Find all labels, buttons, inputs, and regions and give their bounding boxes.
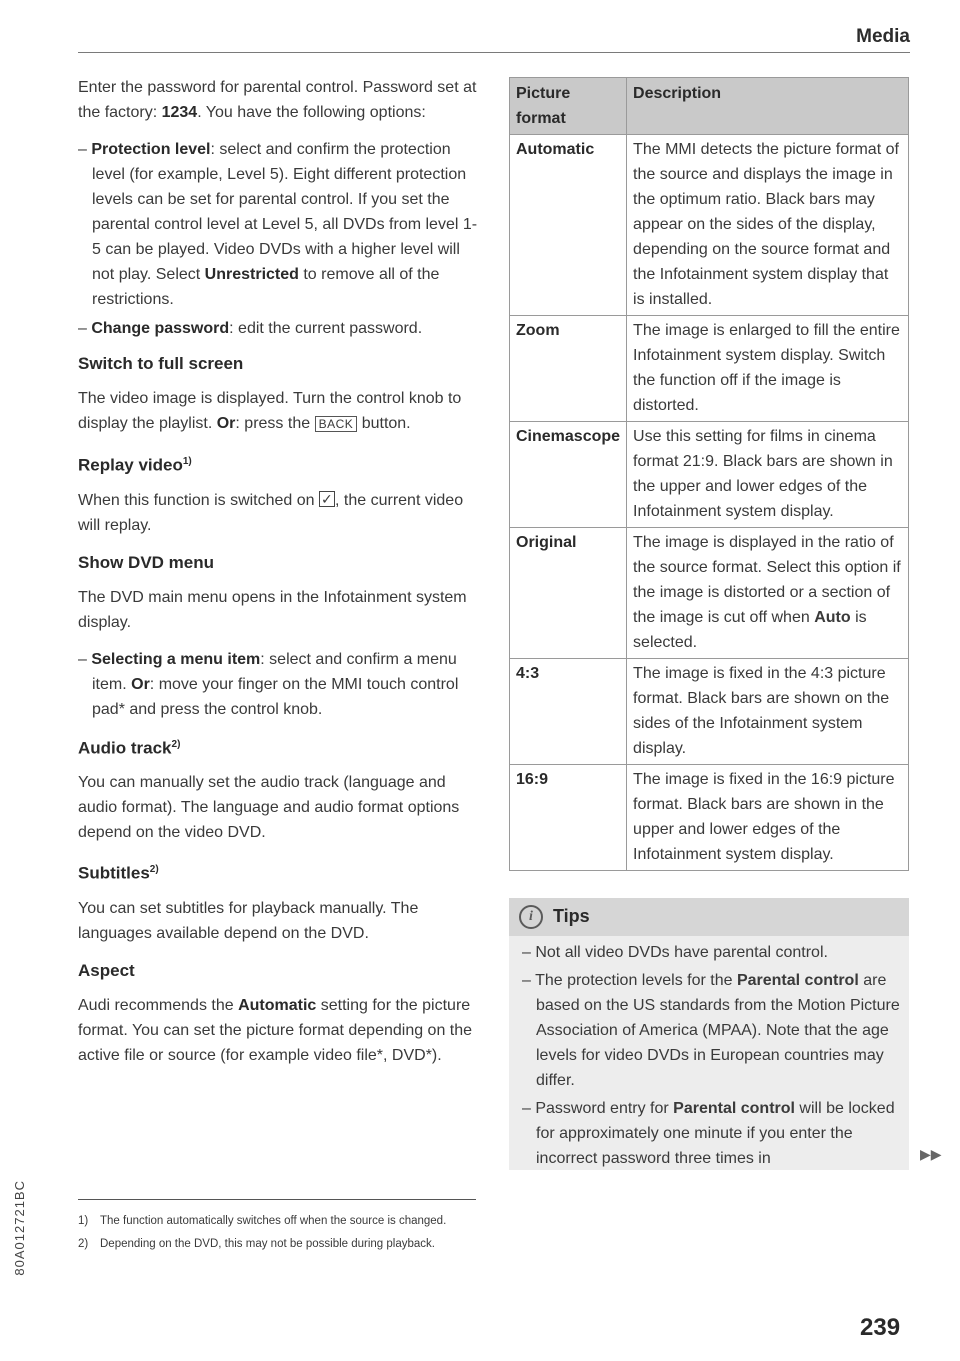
audio-track-paragraph: You can manually set the audio track (language and audio format). The language and audio format options depend on the video DVD. xyxy=(78,774,460,842)
tips-list xyxy=(522,940,900,1174)
document-code: 80A012721BC xyxy=(12,1180,27,1276)
footnote: 1) The function automatically switches off when the source is changed. xyxy=(78,1215,447,1227)
bullet-selecting-menu-item: – Selecting a menu item: select and confirm a menu item. Or: move your finger on the MMI touch control pad* and press the control knob. xyxy=(78,650,459,718)
replay-paragraph: When this function is switched on ✓, the current video will replay. xyxy=(78,488,478,538)
tip-item: – The protection levels for the Parental control are based on the US standards from the Motion Picture Association of America (MPAA). Note that the age levels for video DVDs in European countries may differ. xyxy=(522,972,900,1089)
table-row: Zoom The image is enlarged to fill the entire Infotainment system display. Switch the function off if the image is distorted. xyxy=(510,316,909,422)
tip-item: – Password entry for Parental control will be locked for approximately one minute if you enter the incorrect password three times in xyxy=(522,1100,895,1167)
left-column xyxy=(78,75,478,1080)
table-row: Original The image is displayed in the ratio of the source format. Select this option if the image is distorted or a section of the image is cut off when Auto is selected. xyxy=(510,528,909,659)
page-number: 239 xyxy=(860,1314,901,1341)
aspect-paragraph: Audi recommends the Automatic setting for the picture format. You can set the picture format depending on the active file or source (for example video file*, DVD*). xyxy=(78,996,473,1064)
table-row: 16:9 The image is fixed in the 16:9 picture format. Black bars are shown in the upper and lower edges of the Infotainment system display. xyxy=(510,765,909,871)
subtitles-paragraph: You can set subtitles for playback manually. The languages available depend on the DVD. xyxy=(78,899,419,942)
section-title: Media xyxy=(856,26,910,47)
table-header-row xyxy=(510,78,909,135)
heading-show-dvd-menu: Show DVD menu xyxy=(78,552,215,572)
continue-arrow-icon: ▶▶ xyxy=(920,1146,942,1162)
footnote: 2) Depending on the DVD, this may not be possible during playback. xyxy=(78,1238,435,1250)
table-row: Cinemascope Use this setting for films in cinema format 21:9. Black bars are shown in the upper and lower edges of the Infotainment system display. xyxy=(510,422,909,528)
back-key-label: BACK xyxy=(315,416,358,432)
header-rule xyxy=(78,52,910,53)
full-screen-paragraph: The video image is displayed. Turn the control knob to display the playlist. Or: press the BACK button. xyxy=(78,390,462,432)
picture-format-table xyxy=(509,77,909,871)
tip-item: – Not all video DVDs have parental control. xyxy=(522,944,828,961)
table-row: Automatic The MMI detects the picture format of the source and displays the image in the optimum ratio. Black bars may appear on the sides of the display, depending on the source format and the Infotainment system display that is installed. xyxy=(510,135,909,316)
heading-subtitles: Subtitles$^{2)}$ xyxy=(78,863,159,883)
intro-paragraph: Enter the password for parental control. Password set at the factory: 1234. You have the following options: xyxy=(78,79,477,121)
info-icon: i xyxy=(519,905,543,929)
heading-full-screen: Switch to full screen xyxy=(78,354,244,373)
tips-title: Tips xyxy=(553,906,590,926)
table-row: 4:3 The image is fixed in the 4:3 picture format. Black bars are shown on the sides of the Infotainment system display. xyxy=(510,659,909,765)
heading-audio-track: Audio track$^{2)}$ xyxy=(78,738,181,758)
bullet-protection-level: – Protection level: select and confirm the protection level (for example, Level 5). Eight different protection levels can be set for parental control. If you set the parental control level at Level 5, all DVDs from level 1-5 can be played. Video DVDs with a higher level will not play. Select Unrestricted to remove all of the restrictions. xyxy=(78,141,478,308)
column-header-description: Description xyxy=(627,78,909,135)
heading-replay-video: Replay video$^{1)}$ xyxy=(78,455,192,475)
heading-aspect: Aspect xyxy=(78,960,135,980)
footnote-rule xyxy=(78,1199,476,1200)
footnotes xyxy=(78,1213,476,1259)
dvd-menu-paragraph: The DVD main menu opens in the Infotainment system display. xyxy=(78,588,467,631)
column-header-picture-format: Picture format xyxy=(510,78,627,135)
checkbox-checked-icon xyxy=(319,491,335,507)
bullet-change-password: – Change password: edit the current password. xyxy=(78,320,423,337)
